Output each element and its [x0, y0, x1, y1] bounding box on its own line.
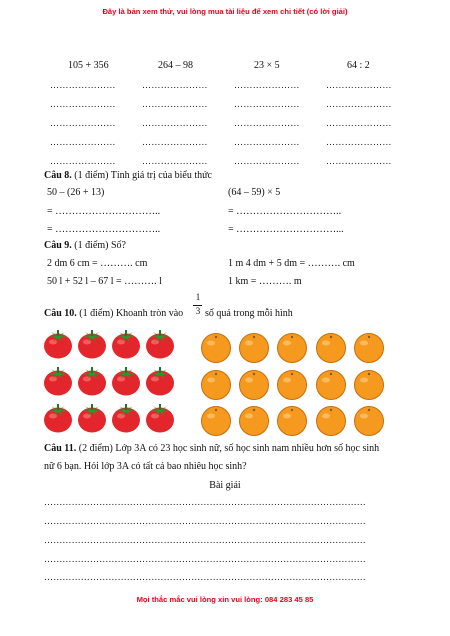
calc-answer-dots: ………………… [234, 80, 300, 90]
orange-icon [353, 369, 385, 406]
calc-answer-dots: ………………… [50, 156, 116, 166]
calc-answer-dots: ………………… [142, 156, 208, 166]
orange-icon [200, 332, 232, 369]
question-8-text: (1 điểm) Tính giá trị của biểu thức [74, 170, 212, 181]
question-10-text-after: số quả trong mỗi hình [205, 308, 293, 319]
tomato-icon [77, 364, 107, 401]
orange-icon [315, 332, 347, 369]
orange-icon [238, 405, 270, 442]
tomato-icon [111, 364, 141, 401]
orange-icon [353, 332, 385, 369]
calc-answer-dots: ………………… [142, 118, 208, 128]
q8-left-expression: 50 – (26 + 13) [47, 187, 105, 198]
calc-answer-dots: ………………… [234, 137, 300, 147]
calc-answer-dots: ………………… [50, 118, 116, 128]
question-10-heading [44, 308, 183, 319]
q8-left-line-2: = ………………………….. [47, 224, 161, 235]
tomato-icon [43, 364, 73, 401]
calc-answer-dots: ………………… [234, 156, 300, 166]
tomato-icon [111, 401, 141, 438]
calc-header-4: 64 : 2 [347, 60, 370, 71]
question-10-text-before: (1 điểm) Khoanh tròn vào [79, 308, 184, 319]
question-8-heading [44, 170, 212, 181]
calc-answer-dots: ………………… [326, 137, 392, 147]
question-11-text-2: nữ 6 bạn. Hỏi lớp 3A có tất cả bao nhiêu học sinh? [44, 461, 247, 472]
contact-banner: Mọi thắc mắc vui lòng xin vui lòng: 084 283 45 85 [136, 595, 314, 604]
preview-banner: Đây là bản xem thử, vui lòng mua tài liệu để xem chi tiết (có lời giải) [102, 7, 348, 16]
orange-icon [238, 369, 270, 406]
answer-line: …………………………………………………………………………………………… [44, 535, 366, 545]
question-8-label: Câu 8. [44, 170, 72, 181]
question-9-heading [44, 240, 126, 251]
question-10-label: Câu 10. [44, 308, 77, 319]
answer-line: …………………………………………………………………………………………… [44, 554, 366, 564]
calc-answer-dots: ………………… [50, 99, 116, 109]
q9-item-b: 1 m 4 dm + 5 dm = ………. cm [228, 258, 355, 269]
tomato-icon [77, 401, 107, 438]
calc-answer-dots: ………………… [50, 137, 116, 147]
calc-answer-dots: ………………… [142, 137, 208, 147]
calc-answer-dots: ………………… [326, 156, 392, 166]
answer-line: …………………………………………………………………………………………… [44, 572, 366, 582]
fraction-denominator: 3 [195, 306, 201, 316]
question-11-heading [44, 443, 379, 454]
calc-answer-dots: ………………… [234, 99, 300, 109]
q9-item-c: 50 l + 52 l – 67 l = ………. l [47, 276, 162, 287]
q8-left-line-1: = ………………………….. [47, 206, 161, 217]
tomato-icon [43, 401, 73, 438]
q8-right-line-1: = ………………………….. [228, 206, 342, 217]
q8-right-expression: (64 – 59) × 5 [228, 187, 281, 198]
orange-icon [276, 332, 308, 369]
question-9-label: Câu 9. [44, 240, 72, 251]
question-11-label: Câu 11. [44, 443, 77, 454]
calc-header-3: 23 × 5 [254, 60, 280, 71]
orange-icon [200, 369, 232, 406]
orange-icon [238, 332, 270, 369]
calc-header-2: 264 – 98 [158, 60, 193, 71]
answer-line: …………………………………………………………………………………………… [44, 497, 366, 507]
question-9-text: (1 điểm) Số? [74, 240, 126, 251]
tomato-icon [145, 327, 175, 364]
fraction-numerator: 1 [195, 292, 201, 302]
q9-item-a: 2 dm 6 cm = ………. cm [47, 258, 148, 269]
tomato-icon [111, 327, 141, 364]
calc-answer-dots: ………………… [142, 80, 208, 90]
orange-icon [200, 405, 232, 442]
calc-answer-dots: ………………… [326, 118, 392, 128]
orange-icon [276, 369, 308, 406]
calc-answer-dots: ………………… [326, 80, 392, 90]
tomato-icon [145, 364, 175, 401]
answer-line: …………………………………………………………………………………………… [44, 516, 366, 526]
tomato-icon [145, 401, 175, 438]
calc-header-1: 105 + 356 [68, 60, 109, 71]
calc-answer-dots: ………………… [234, 118, 300, 128]
calc-answer-dots: ………………… [326, 99, 392, 109]
solution-title: Bài giải [209, 480, 241, 491]
tomato-icon [77, 327, 107, 364]
calc-answer-dots: ………………… [142, 99, 208, 109]
q9-item-d: 1 km = ………. m [228, 276, 302, 287]
tomato-icon [43, 327, 73, 364]
orange-icon [315, 369, 347, 406]
q8-right-line-2: = …………………………... [228, 224, 344, 235]
calc-answer-dots: ………………… [50, 80, 116, 90]
orange-icon [276, 405, 308, 442]
orange-icon [353, 405, 385, 442]
orange-icon [315, 405, 347, 442]
question-11-text-1: (2 điểm) Lớp 3A có 23 học sinh nữ, số học sinh nam nhiều hơn số học sinh [78, 443, 380, 454]
